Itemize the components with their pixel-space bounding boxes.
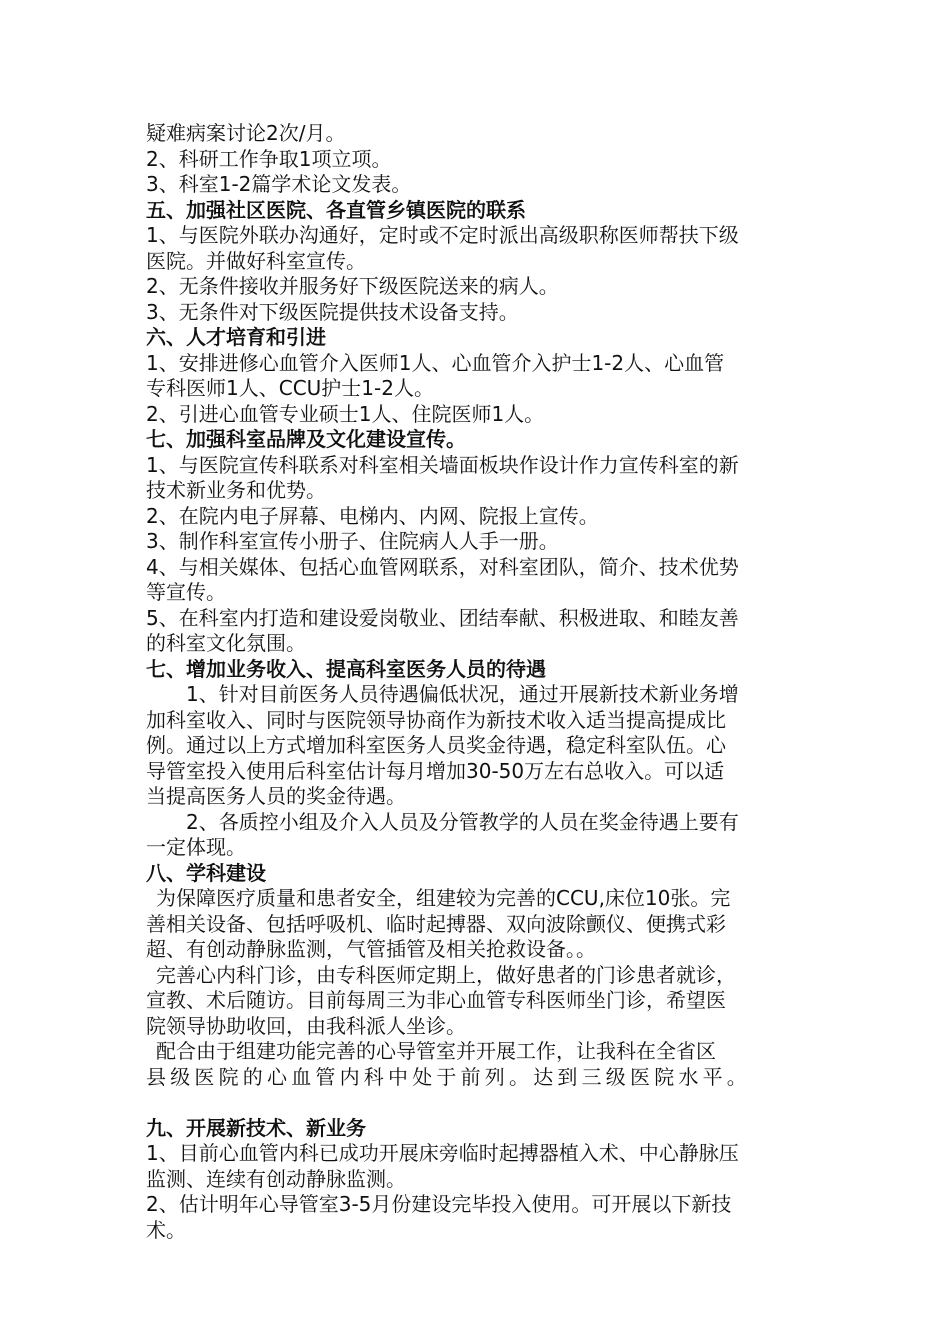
text-line: 完善心内科门诊，由专科医师定期上，做好患者的门诊患者就诊， [156, 962, 736, 987]
text-line: 一定体现。 [146, 835, 246, 859]
text-line: 疑难病案讨论2次/月。 [146, 121, 346, 145]
text-line: 善相关设备、包括呼吸机、临时起搏器、双向波除颤仪、便携式彩 [146, 911, 726, 936]
text-line: 配合由于组建功能完善的心导管室并开展工作，让我科在全省区 [156, 1039, 716, 1063]
text-line: 宣教、术后随访。目前每周三为非心血管专科医师坐门诊，希望医 [146, 988, 726, 1012]
text-line: 专科医师1人、CCU护士1-2人。 [146, 376, 434, 400]
text-line: 1、与医院外联办沟通好，定时或不定时派出高级职称医师帮扶下级 [146, 223, 739, 247]
text-line: 2、各质控小组及介入人员及分管教学的人员在奖金待遇上要有 [186, 809, 739, 834]
section-heading: 六、人才培育和引进 [146, 325, 326, 349]
text-line: 术。 [146, 1217, 186, 1242]
text-line: 1、与医院宣传科联系对科室相关墙面板块作设计作力宣传科室的新 [146, 452, 739, 477]
document-body [146, 121, 826, 1243]
text-line: 2、无条件接收并服务好下级医院送来的病人。 [146, 274, 559, 298]
text-line: 院领导协助收回，由我科派人坐诊。 [146, 1013, 466, 1038]
section-heading: 七、增加业务收入、提高科室医务人员的待遇 [146, 656, 546, 681]
text-line: 2、在院内电子屏幕、电梯内、内网、院报上宣传。 [146, 503, 599, 528]
section-heading: 九、开展新技术、新业务 [146, 1115, 366, 1140]
text-line: 5、在科室内打造和建设爱岗敬业、团结奉献、积极进取、和睦友善 [146, 605, 739, 630]
section-heading: 八、学科建设 [146, 860, 266, 885]
text-line: 3、制作科室宣传小册子、住院病人人手一册。 [146, 529, 559, 553]
text-line: 技术新业务和优势。 [146, 478, 326, 502]
text-line: 1、安排进修心血管介入医师1人、心血管介入护士1-2人、心血管 [146, 350, 725, 375]
text-line: 3、科室1-2篇学术论文发表。 [146, 172, 412, 196]
text-line: 4、与相关媒体、包括心血管网联系，对科室团队，简介、技术优势 [146, 554, 739, 579]
text-line: 1、目前心血管内科已成功开展床旁临时起搏器植入术、中心静脉压 [146, 1141, 739, 1165]
blank-line [146, 1090, 826, 1116]
text-line: 县级医院的心血管内科中处于前列。达到三级医院水平。 [146, 1064, 751, 1089]
text-line: 例。通过以上方式增加科室医务人员奖金待遇，稳定科室队伍。心 [146, 733, 726, 757]
text-line: 3、无条件对下级医院提供技术设备支持。 [146, 299, 519, 324]
text-line: 等宣传。 [146, 580, 226, 604]
text-line: 2、科研工作争取1项立项。 [146, 146, 392, 171]
text-line: 当提高医务人员的奖金待遇。 [146, 784, 406, 808]
section-heading: 七、加强科室品牌及文化建设宣传。 [146, 427, 466, 451]
text-line: 监测、连续有创动静脉监测。 [146, 1166, 406, 1191]
text-line: 2、引进心血管专业硕士1人、住院医师1人。 [146, 401, 545, 426]
text-line: 为保障医疗质量和患者安全，组建较为完善的CCU,床位10张。完 [156, 886, 731, 910]
text-line: 1、针对目前医务人员待遇偏低状况，通过开展新技术新业务增 [186, 682, 739, 706]
text-line: 2、估计明年心导管室3-5月份建设完毕投入使用。可开展以下新技 [146, 1192, 732, 1216]
text-line: 医院。并做好科室宣传。 [146, 248, 366, 273]
section-heading: 五、加强社区医院、各直管乡镇医院的联系 [146, 197, 526, 222]
text-line: 超、有创动静脉监测，气管插管及相关抢救设备。。 [146, 937, 596, 961]
text-line: 加科室收入、同时与医院领导协商作为新技术收入适当提高提成比 [146, 707, 726, 732]
text-line: 的科室文化氛围。 [146, 631, 306, 655]
text-line: 导管室投入使用后科室估计每月增加30-50万左右总收入。可以适 [146, 758, 725, 783]
